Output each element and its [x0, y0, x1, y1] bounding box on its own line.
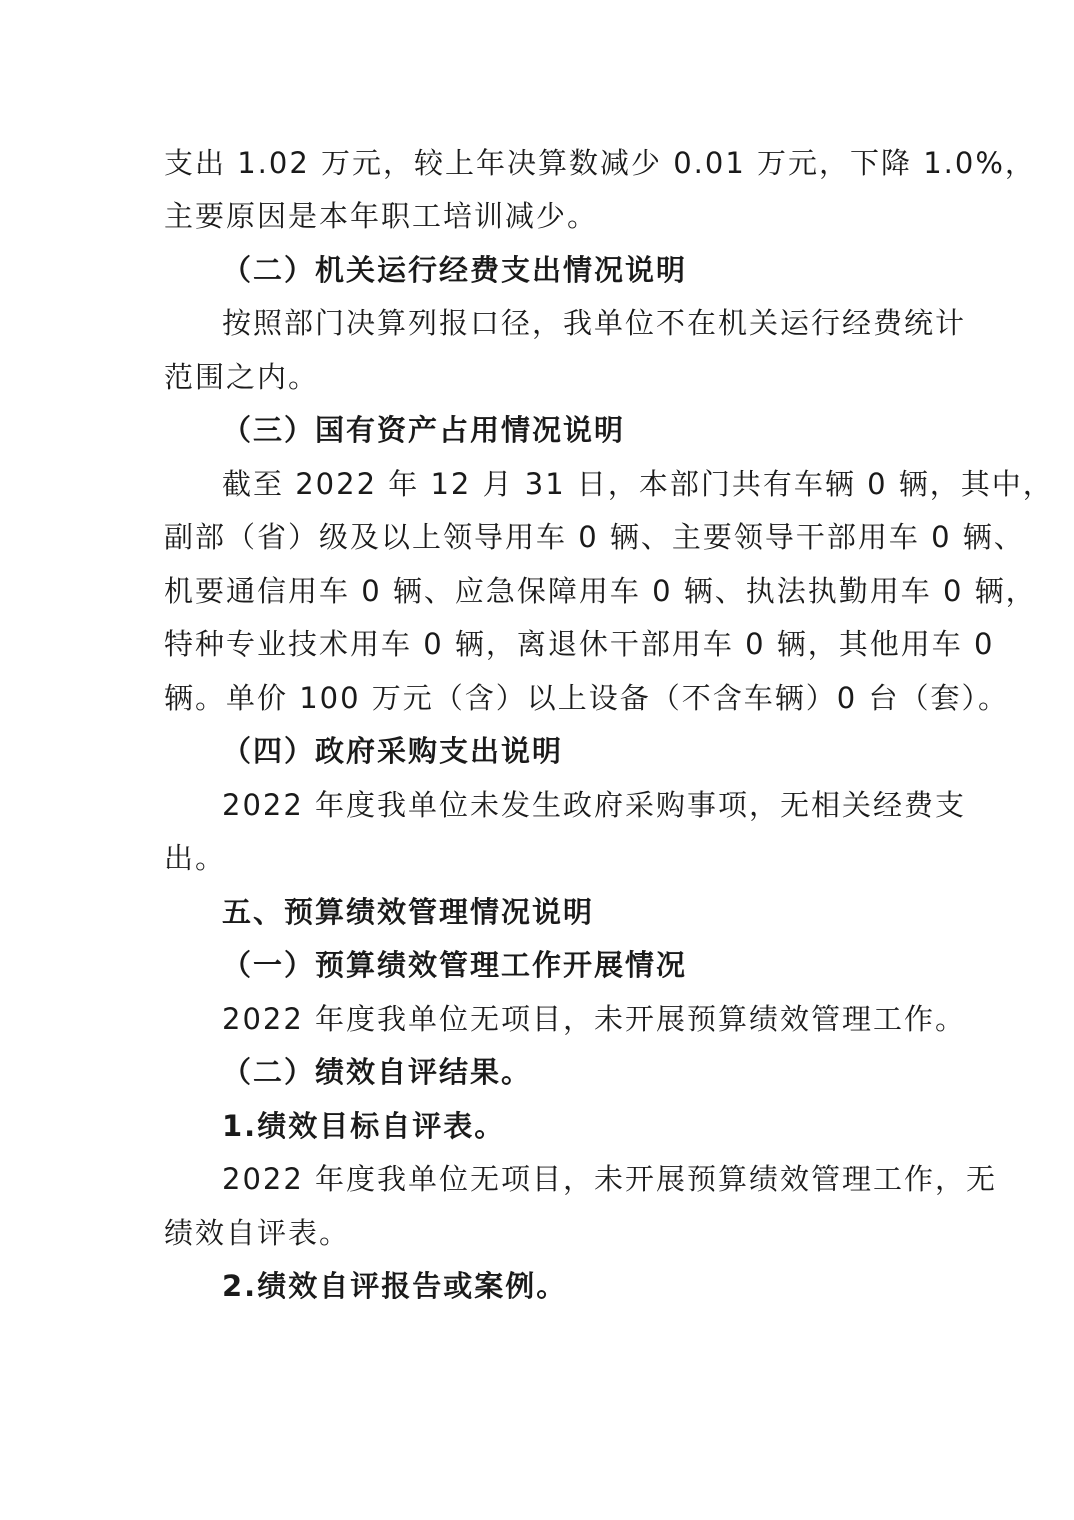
paragraph-line: 截至 2022 年 12 月 31 日，本部门共有车辆 0 辆，其中， — [222, 467, 1054, 501]
section-heading-4: （四）政府采购支出说明 — [222, 734, 564, 768]
section-heading-5-2: （二）绩效自评结果。 — [222, 1055, 533, 1089]
paragraph-line: 2022 年度我单位无项目，未开展预算绩效管理工作。 — [222, 1002, 967, 1036]
section-heading-2: （二）机关运行经费支出情况说明 — [222, 253, 688, 287]
paragraph-line: 支出 1.02 万元，较上年决算数减少 0.01 万元，下降 1.0%， — [164, 146, 1036, 180]
chapter-heading-5: 五、预算绩效管理情况说明 — [222, 895, 595, 929]
paragraph-line: 2022 年度我单位未发生政府采购事项，无相关经费支 — [222, 788, 967, 822]
paragraph-line: 辆。单价 100 万元（含）以上设备（不含车辆）0 台（套）。 — [164, 681, 1009, 715]
paragraph-line: 按照部门决算列报口径，我单位不在机关运行经费统计 — [222, 306, 967, 340]
subsection-heading-1: 1.绩效目标自评表。 — [222, 1109, 506, 1143]
section-heading-5-1: （一）预算绩效管理工作开展情况 — [222, 948, 688, 982]
paragraph-line: 出。 — [164, 841, 227, 875]
paragraph-line: 范围之内。 — [164, 360, 320, 394]
paragraph-line: 特种专业技术用车 0 辆，离退休干部用车 0 辆，其他用车 0 — [164, 627, 995, 661]
section-heading-3: （三）国有资产占用情况说明 — [222, 413, 626, 447]
paragraph-line: 绩效自评表。 — [164, 1216, 351, 1250]
paragraph-line: 2022 年度我单位无项目，未开展预算绩效管理工作，无 — [222, 1162, 998, 1196]
paragraph-line: 主要原因是本年职工培训减少。 — [164, 199, 599, 233]
subsection-heading-2: 2.绩效自评报告或案例。 — [222, 1269, 568, 1303]
paragraph-line: 副部（省）级及以上领导用车 0 辆、主要领导干部用车 0 辆、 — [164, 520, 1025, 554]
paragraph-line: 机要通信用车 0 辆、应急保障用车 0 辆、执法执勤用车 0 辆， — [164, 574, 1037, 608]
